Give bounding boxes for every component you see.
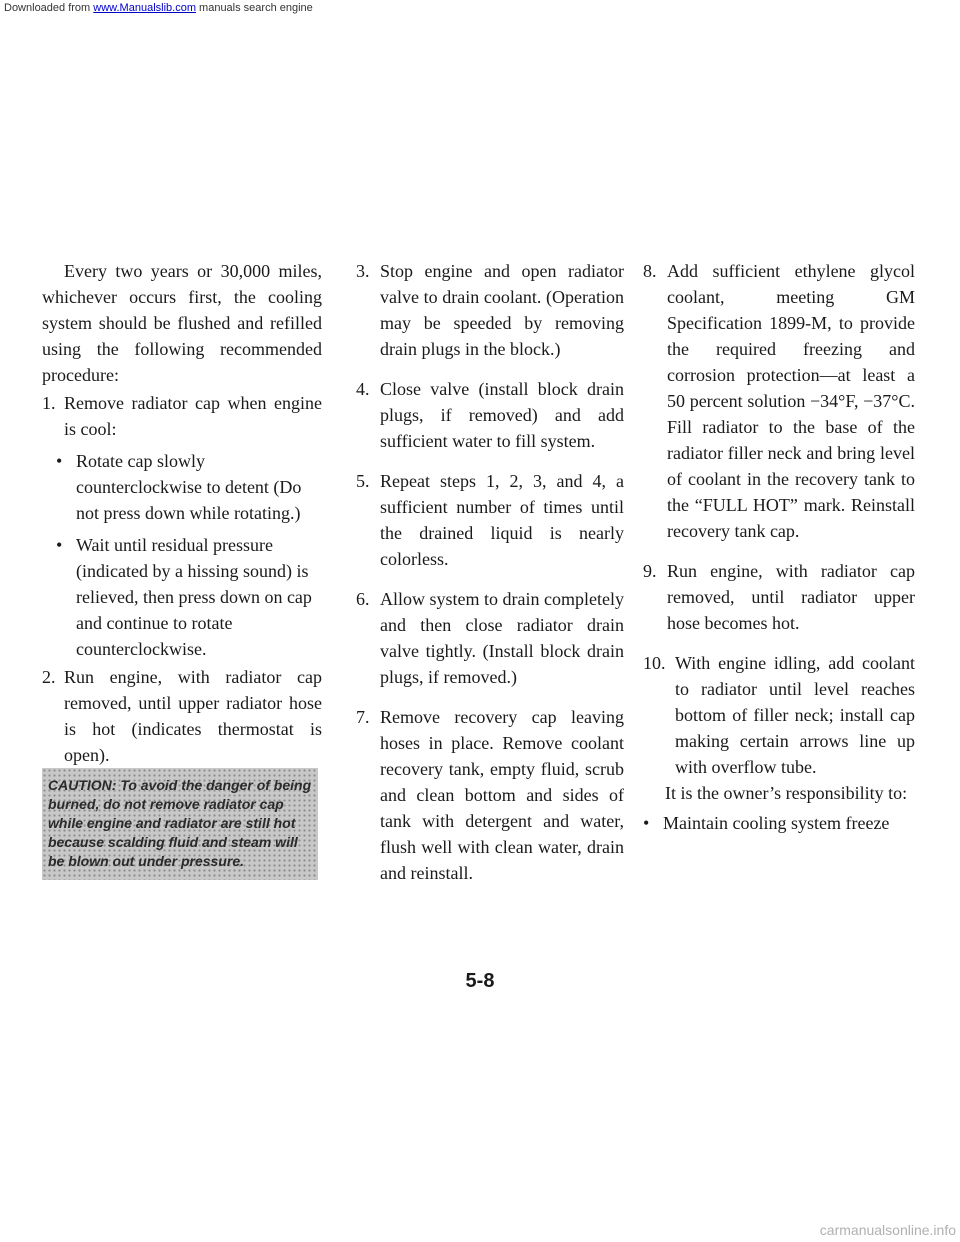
step-10: [643, 650, 915, 780]
step-text: Remove radiator cap when engine is cool:: [64, 393, 322, 439]
step-9: [643, 558, 915, 636]
step-text: Add sufficient ethylene glycol coolant, meeting GM Specification 1899-M, to provide the required freezing and corrosion protection—at least a 50 percent solution −34°F, −37°C. Fill radiator to the base of the radiator filler neck and bring level of coolant in the recovery tank to the “FULL HOT” mark. Reinstall recovery tank cap.: [667, 261, 915, 541]
header-prefix: Downloaded from: [4, 2, 94, 14]
step-text: Repeat steps 1, 2, 3, and 4, a sufficient number of times until the drained liquid is nearly colorless.: [380, 471, 624, 569]
step-number: 3.: [356, 261, 370, 281]
owner-responsibility: It is the owner’s responsibility to:: [665, 783, 908, 803]
bullet-icon: •: [643, 813, 650, 833]
bullet-wait-pressure: [42, 532, 322, 662]
step-6: [356, 586, 624, 690]
step-number: 10.: [643, 653, 666, 673]
step-number: 8.: [643, 261, 657, 281]
watermark: carmanualsonline.info: [819, 1222, 956, 1238]
download-header: [4, 2, 313, 14]
column-1: [42, 258, 322, 768]
step-5: [356, 468, 624, 572]
step-number: 4.: [356, 379, 370, 399]
bullet-text: Maintain cooling system freeze: [663, 813, 890, 833]
step-4: [356, 376, 624, 454]
step-text: Close valve (install block drain plugs, if removed) and add sufficient water to fill system.: [380, 379, 624, 451]
page-number: 5-8: [465, 970, 495, 992]
step-text: Allow system to drain completely and then close radiator drain valve tightly. (Install block drain plugs, if removed.): [380, 589, 624, 687]
column-2: [356, 258, 624, 886]
step-8: [643, 258, 915, 544]
manualslib-link[interactable]: www.Manualslib.com: [93, 2, 196, 14]
bullet-rotate-cap: [42, 448, 322, 526]
step-1: [42, 390, 322, 442]
step-text: Stop engine and open radiator valve to drain coolant. (Operation may be speeded by removing drain plugs in the block.): [380, 261, 624, 359]
bullet-maintain-freeze: [643, 810, 915, 836]
caution-box: [42, 768, 318, 880]
step-number: 5.: [356, 471, 370, 491]
step-text: Run engine, with radiator cap removed, until radiator upper hose becomes hot.: [667, 561, 915, 633]
step-number: 9.: [643, 561, 657, 581]
step-number: 6.: [356, 589, 370, 609]
bullet-icon: •: [56, 535, 63, 555]
bullet-icon: •: [56, 451, 63, 471]
caution-text: CAUTION: To avoid the danger of being burned, do not remove radiator cap while engine and radiator are still hot because scalding fluid and steam will be blown out under pressure.: [48, 777, 312, 869]
step-number: 2.: [42, 667, 56, 687]
step-text: Remove recovery cap leaving hoses in place. Remove coolant recovery tank, empty fluid, scrub and clean bottom and sides of tank with detergent and water, flush well with clean water, drain and reinstall.: [380, 707, 624, 883]
bullet-text: Rotate cap slowly counterclockwise to detent (Do not press down while rotating.): [76, 451, 302, 523]
step-number: 7.: [356, 707, 370, 727]
intro-paragraph: Every two years or 30,000 miles, whichever occurs first, the cooling system should be flushed and refilled using the following recommended procedure:: [42, 261, 322, 385]
step-7: [356, 704, 624, 886]
step-2: [42, 664, 322, 768]
step-text: With engine idling, add coolant to radiator until level reaches bottom of filler neck; install cap making certain arrows line up with overflow tube.: [675, 653, 915, 777]
step-text: Run engine, with radiator cap removed, until upper radiator hose is hot (indicates thermostat is open).: [64, 667, 322, 765]
step-number: 1.: [42, 393, 56, 413]
header-suffix: manuals search engine: [195, 2, 313, 14]
bullet-text: Wait until residual pressure (indicated by a hissing sound) is relieved, then press down on cap and continue to rotate counterclockwise.: [76, 535, 312, 659]
column-3: [643, 258, 915, 836]
step-3: [356, 258, 624, 362]
